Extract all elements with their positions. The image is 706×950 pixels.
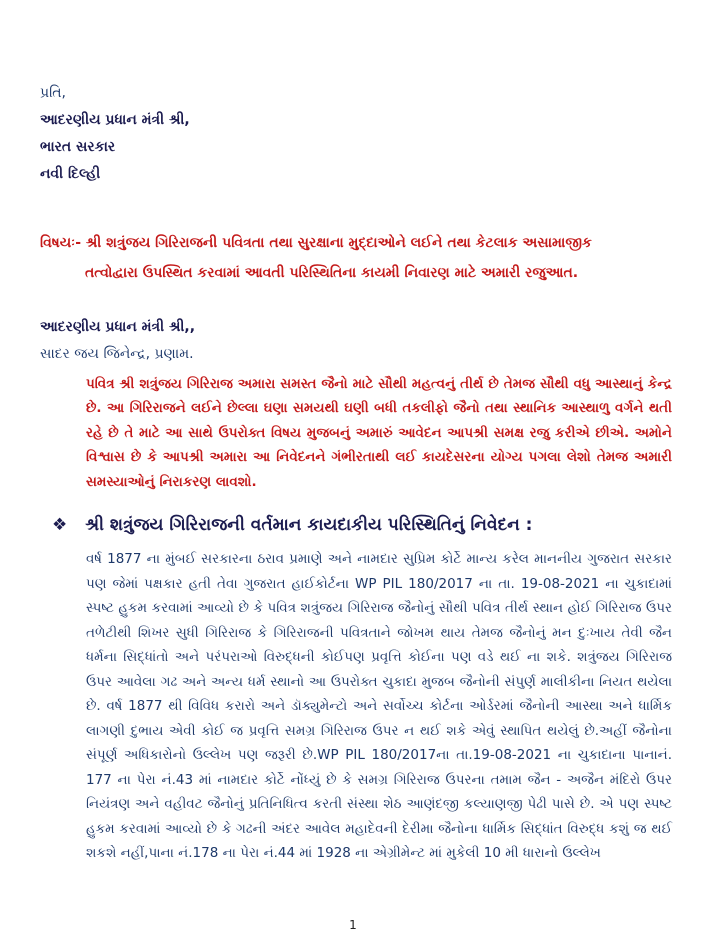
subject-line-2: તત્વોદ્વારા ઉપસ્થિત કરવામાં આવતી પરિસ્થિતિના કાયમી નિવારણ માટે અમારી રજુઆત. bbox=[85, 265, 579, 281]
body-paragraph: વર્ષ 1877 ના મુંબઈ સરકારના ઠરાવ પ્રમાણે અને નામદાર સુપ્રિમ કોર્ટે માન્ય કરેલ માનનીય ગુજરાત સરકાર પણ જેમાં પક્ષકાર હતી તેવા ગુજરાત હાઈકોર્ટના WP PIL 180/2017 ના તા. 19-08-2021 ના ચુકાદામાં સ્પષ્ટ હુકમ કરવામાં આવ્યો છે કે પવિત્ર શત્રુંજય ગિરિરાજ જૈનોનું સૌથી પવિત્ર તીર્થ સ્થાન હોઈ ગિરિરાજ ઉપર તળેટીથી શિખર સુધી ગિરિરાજ કે ગિરિરાજની પવિત્રતાને જોખમ થાય તેમજ જૈનોનું મન દુઃખાય તેવી જૈન ધર્મના સિદ્ધાંતો અને પરંપરાઓ વિરુદ્ધની કોઈપણ પ્રવૃત્તિ કોઈના પણ વડે થઈ ના શકે. શત્રુંજય ગિરિરાજ ઉપર આવેલા ગઢ અને અન્ય ધર્મ સ્થાનો આ ઉપરોક્ત ચુકાદા મુજબ જૈનોની સંપુર્ણ માલીકીના નિયત થયેલા છે. વર્ષ 1877 થી વિવિધ કરારો અને ડૉક્યુમેન્ટો અને સર્વોચ્ચ કોર્ટના ઓર્ડરમાં જૈનોની આસ્થા અને ધાર્મિક લાગણી દુભાય એવી કોઈ જ પ્રવૃત્તિ સમગ્ર ગિરિરાજ ઉપર ન થઈ શકે એવું સ્થાપિત થયેલું છે.અહીં જૈનોના સંપૂર્ણ અધિકારોનો ઉલ્લેખ પણ જરૂરી છે.WP PIL 180/2017ના તા.19-08-2021 ના ચુકાદાના પાનાનં. 177 ના પેરા નં.43 માં નામદાર કોર્ટે નોંધ્યું છે કે સમગ્ર ગિરિરાજ ઉપરના તમામ જૈન - અજૈન મંદિરો ઉપર નિયંત્રણ અને વહીવટ જૈનોનું પ્રતિનિધિત્વ કરતી સંસ્થા શેઠ આણંદજી કલ્યાણજી પેઢી પાસે છે. એ પણ સ્પષ્ટ હુકમ કરવામાં આવ્યો છે કે ગઢની અંદર આવેલ મહાદેવની દેરીમા જૈનોના ધાર્મિક સિદ્ધાંત વિરુદ્ધ કશું જ થઈ શકશે નહીં,પાના નં.178 ના પેરા નં.44 માં 1928 ના એગ્રીમેન્ટ માં મુકેલી 10 મી ધારાનો ઉલ્લેખ bbox=[86, 551, 672, 861]
address-government: ભારત સરકાર bbox=[40, 139, 116, 155]
salutation-respects: સાદર જય જિનેન્દ્ર, પ્રણામ. bbox=[40, 346, 194, 362]
address-to: પ્રતિ, bbox=[40, 85, 66, 101]
address-city: નવી દિલ્હી bbox=[40, 166, 101, 182]
diamond-bullet-icon: ❖ bbox=[52, 515, 68, 535]
section-heading bbox=[52, 512, 672, 538]
subject-block bbox=[40, 228, 670, 288]
salutation-greeting: આદરણીય પ્રધાન મંત્રી શ્રી,, bbox=[40, 319, 196, 335]
section-heading-text: શ્રી શત્રુંજય ગિરિરાજની વર્તમાન કાયદાકીય પરિસ્થિતિનું નિવેદન : bbox=[85, 515, 533, 535]
address-recipient: આદરણીય પ્રધાન મંત્રી શ્રી, bbox=[40, 112, 190, 128]
page-number: 1 bbox=[349, 918, 357, 932]
intro-paragraph: પવિત્ર શ્રી શત્રુંજય ગિરિરાજ અમારા સમસ્ત જૈનો માટે સૌથી મહત્વનું તીર્થ છે તેમજ સૌથી વધુ આસ્થાનું કેન્દ્ર છે. આ ગિરિરાજને લઈને છેલ્લા ઘણા સમયથી ઘણી બધી તકલીફો જૈનો તથા સ્થાનિક આસ્થાળુ વર્ગને થતી રહે છે તે માટે આ સાથે ઉપરોક્ત વિષય મુજબનું અમારું આવેદન આપશ્રી સમક્ષ રજુ કરીએ છીએ. અમોને વિશ્વાસ છે કે આપશ્રી અમારા આ નિવેદનને ગંભીરતાથી લઈ કાયદેસરના યોગ્ય પગલા લેશો તેમજ અમારી સમસ્યાઓનું નિરાકરણ લાવશો. bbox=[86, 376, 672, 490]
subject-line-1: વિષયઃ- શ્રી શત્રુંજય ગિરિરાજની પવિત્રતા તથા સુરક્ષાના મુદ્દાઓને લઈને તથા કેટલાક અસામાજીક bbox=[40, 235, 592, 251]
